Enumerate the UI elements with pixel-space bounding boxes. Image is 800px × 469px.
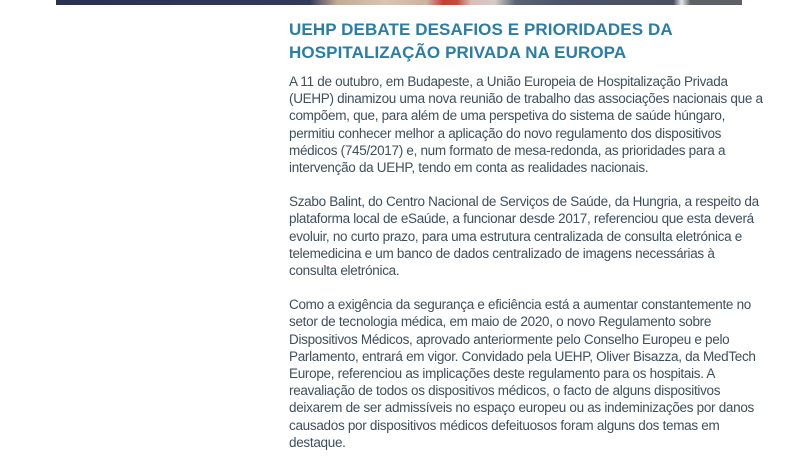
- article-paragraph-3: Como a exigência da segurança e eficiência está a aumentar constantemente no setor de tecnologia médica, em maio de 2020, o novo Regulamento sobre Dispositivos Médicos, aprovado anteriormente pelo Conselho Europeu e pelo Parlamento, entrará em vigor. Convidado pela UEHP, Oliver Bisazza, da MedTech Europe, referenciou as implicações deste regulamento para os hospitais. A reavaliação de todos os dispositivos médicos, o facto de alguns dispositivos deixarem de ser admissíveis no espaço europeu ou as indeminizações por danos causados por dispositivos médicos defeituosos foram alguns dos temas em destaque.: [289, 297, 756, 450]
- article-paragraph-2: Szabo Balint, do Centro Nacional de Serviços de Saúde, da Hungria, a respeito da plataforma local de eSaúde, a funcionar desde 2017, referenciou que esta deverá evoluir, no curto prazo, para uma estrutura centralizada de consulta eletrónica e telemedicina e um banco de dados centralizado de imagens necessárias à consulta eletrónica.: [289, 194, 759, 279]
- article-title: UEHP DEBATE DESAFIOS E PRIORIDADES DA HOSPITALIZAÇÃO PRIVADA NA EUROPA: [289, 20, 673, 62]
- article-paragraph-1: A 11 de outubro, em Budapeste, a União Europeia de Hospitalização Privada (UEHP) dinamizou uma nova reunião de trabalho das associações nacionais que a compõem, que, para além de uma perspetiva do sistema de saúde húngaro, permitiu conhecer melhor a aplicação do novo regulamento dos dispositivos médicos (745/2017) e, num formato de mesa-redonda, as prioridades para a intervenção da UEHP, tendo em conta as realidades nacionais.: [289, 74, 763, 176]
- article-body: [289, 18, 765, 451]
- header-photo-bottom-edge: [56, 0, 742, 5]
